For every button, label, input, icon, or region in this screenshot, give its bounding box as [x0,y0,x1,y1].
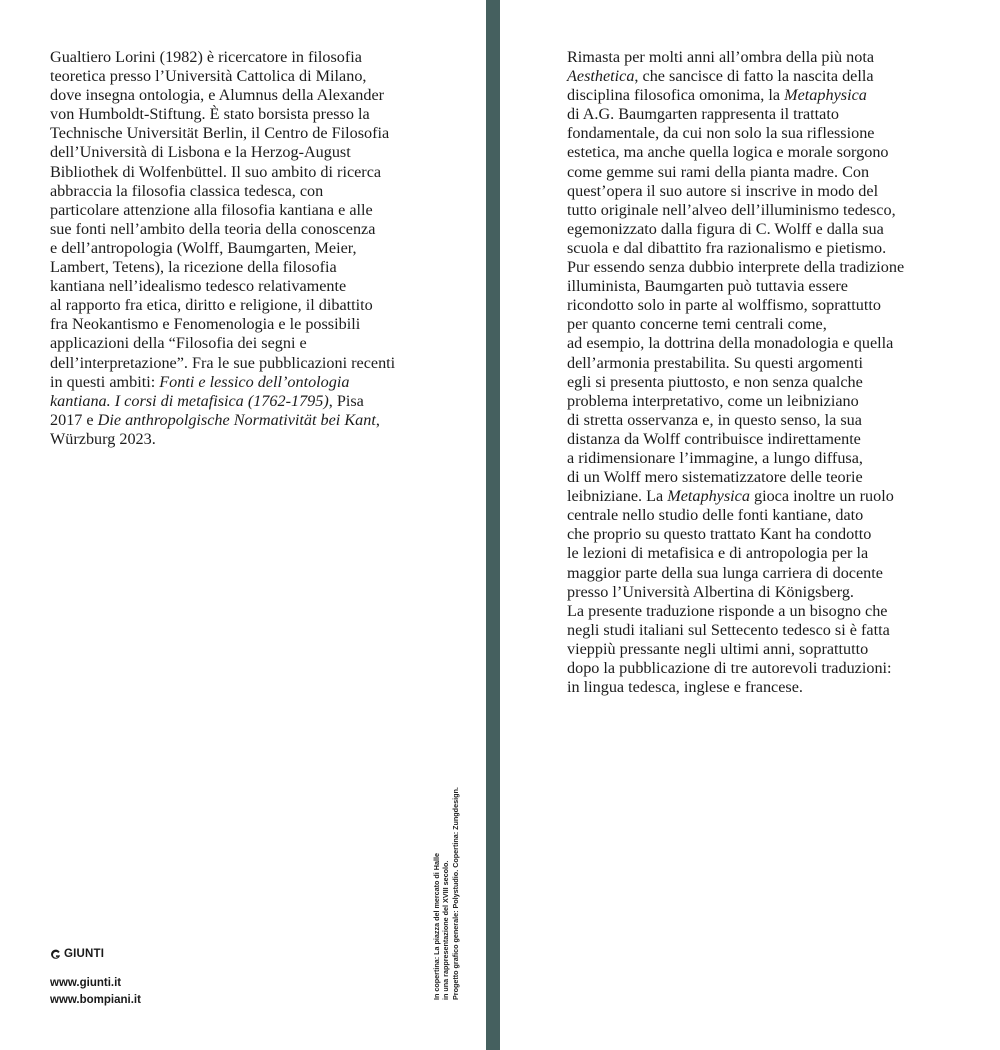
text-line [567,602,987,621]
text-line [567,220,987,239]
credits-line: Progetto grafico generale: Polystudio. Copertina: Zungdesign. [450,787,460,1000]
text-line [567,296,987,315]
text-line [50,373,430,392]
text-line [567,258,987,277]
text-line [50,334,430,353]
giunti-g-icon [50,949,61,960]
cover-credits [432,787,460,1000]
text-run: quest’opera il suo autore si inscrive in modo del [567,181,879,200]
text-line [567,449,987,468]
text-run: vieppiù pressante negli ultimi anni, soprattutto [567,639,869,658]
text-line [567,525,987,544]
book-spine [486,0,500,1050]
text-run: leibniziane. La [567,487,668,506]
text-run: di A.G. Baumgarten rappresenta il trattato [567,105,839,124]
text-line [567,315,987,334]
text-run: Rimasta per molti anni all’ombra della più nota [567,48,875,66]
text-run: Gualtiero Lorini (1982) è ricercatore in filosofia [50,48,362,66]
text-run: , [375,410,380,429]
text-line [567,334,987,353]
text-run: negli studi italiani sul Settecento tedesco si è fatta [567,620,890,639]
giunti-website-link[interactable]: www.giunti.it [50,977,122,989]
text-run: Würzburg 2023. [50,429,156,448]
text-run: problema interpretativo, come un leibniziano [567,391,859,410]
italic-title-text: Aesthetica [567,67,635,86]
text-run: abbraccia la filosofia classica tedesca, con [50,181,324,200]
text-line [50,392,430,411]
text-line [50,124,430,143]
credits-line: in una rappresentazione del XVIII secolo. [441,860,451,1000]
text-run: dell’Università di Lisbona e la Herzog-August [50,143,351,162]
text-line [567,67,987,86]
text-line [567,411,987,430]
text-run: maggior parte della sua lunga carriera di docente [567,563,883,582]
text-run: di un Wolff mero sistematizzatore delle teorie [567,468,863,487]
text-run: disciplina filosofica omonima, la [567,86,785,105]
text-line [50,277,430,296]
text-run: , che sancisce di fatto la nascita della [634,67,874,86]
back-cover-left-page [0,0,486,1050]
text-run: al rapporto fra etica, diritto e religione, il dibattito [50,296,373,315]
text-run: applicazioni della “Filosofia dei segni e [50,334,307,353]
text-run: fondamentale, da cui non solo la sua riflessione [567,124,875,143]
text-run: illuminista, Baumgarten può tuttavia essere [567,277,848,296]
text-run: von Humboldt-Stiftung. È stato borsista presso la [50,105,370,124]
text-run: La presente traduzione risponde a un bisogno che [567,601,888,620]
text-line [567,430,987,449]
publisher-links [50,975,141,1009]
italic-title-text: Fonti e lessico dell’ontologia [159,372,350,391]
text-run: Technische Universität Berlin, il Centro de Filosofia [50,124,390,143]
text-run: dove insegna ontologia, e Alumnus della Alexander [50,86,385,105]
back-cover-right-page [500,0,1000,1050]
text-line [567,182,987,201]
text-run: che proprio su questo trattato Kant ha condotto [567,525,872,544]
text-run: in questi ambiti: [50,372,160,391]
text-line [567,392,987,411]
italic-title-text: Metaphysica [667,487,750,506]
text-run: Lambert, Tetens), la ricezione della filosofia [50,258,337,277]
text-run: presso l’Università Albertina di Königsberg. [567,582,854,601]
text-line [567,640,987,659]
text-run: egli si presenta piuttosto, e non senza qualche [567,372,863,391]
text-run: di stretta osservanza e, in questo senso, la sua [567,410,862,429]
text-line [50,411,430,430]
text-run: le lezioni di metafisica e di antropologia per la [567,544,869,563]
text-line [567,659,987,678]
text-line [567,583,987,602]
text-run: dopo la pubblicazione di tre autorevoli traduzioni: [567,659,892,677]
text-run: estetica, ma anche quella logica e morale sorgono [567,143,889,162]
text-line [50,86,430,105]
text-run: Pur essendo senza dubbio interprete della tradizione [567,258,905,277]
text-line [567,354,987,373]
text-run: Bibliothek di Wolfenbüttel. Il suo ambito di ricerca [50,162,382,181]
text-line [567,544,987,563]
text-run: teoretica presso l’Università Cattolica di Milano, [50,67,367,86]
text-line [567,163,987,182]
text-line [567,86,987,105]
text-run: ricondotto solo in parte al wolffismo, soprattutto [567,296,881,315]
text-line [567,105,987,124]
text-run: particolare attenzione alla filosofia kantiana e alle [50,200,373,219]
text-run: fra Neokantismo e Fenomenologia e le possibili [50,315,361,334]
text-run: tutto originale nell’alveo dell’illuminismo tedesco, [567,200,896,219]
text-line [567,487,987,506]
text-line [567,621,987,640]
italic-title-text: Metaphysica [784,86,867,105]
text-run: kantiana nell’idealismo tedesco relativamente [50,277,347,296]
text-run: a ridimensionare l’immagine, a lungo diffusa, [567,448,863,467]
text-line [50,201,430,220]
text-line [50,67,430,86]
text-line [50,239,430,258]
text-line [567,506,987,525]
text-line [50,430,430,449]
text-line [50,182,430,201]
text-run: come gemme sui rami della pianta madre. Con [567,162,870,181]
text-line [50,258,430,277]
text-line [567,277,987,296]
text-run: distanza da Wolff contribuisce indirettamente [567,429,861,448]
text-line [50,354,430,373]
text-run: per quanto concerne temi centrali come, [567,315,827,334]
text-line [567,678,987,697]
text-run: egemonizzato dalla figura di C. Wolff e dalla sua [567,219,884,238]
book-description [567,48,987,697]
text-line [50,220,430,239]
italic-title-text: Die anthropolgische Normativität bei Kant [97,410,376,429]
text-run: scuola e dal dibattito fra razionalismo e pietismo. [567,238,887,257]
text-line [567,239,987,258]
text-run: in lingua tedesca, inglese e francese. [567,678,803,697]
text-run: dell’armonia prestabilita. Su questi argomenti [567,353,863,372]
text-run: dell’interpretazione”. Fra le sue pubblicazioni recenti [50,353,396,372]
credits-line: In copertina: La piazza del mercato di Halle [432,853,441,1000]
publisher-logo-text: GIUNTI [64,948,105,960]
text-run: e dell’antropologia (Wolff, Baumgarten, Meier, [50,238,357,257]
text-line [50,105,430,124]
text-line [567,201,987,220]
text-line [50,315,430,334]
text-line [567,124,987,143]
text-line [567,468,987,487]
text-line [50,163,430,182]
text-line [567,48,987,67]
text-run: sue fonti nell’ambito della teoria della conoscenza [50,219,376,238]
text-line [50,143,430,162]
publisher-logo [50,948,104,960]
author-biography [50,48,430,449]
text-run: , Pisa [328,391,364,410]
text-run: gioca inoltre un ruolo [749,487,894,506]
text-run: 2017 e [50,410,98,429]
text-run: ad esempio, la dottrina della monadologia e quella [567,334,894,353]
bompiani-website-link[interactable]: www.bompiani.it [50,994,141,1006]
text-line [567,373,987,392]
italic-title-text: kantiana. I corsi di metafisica (1762-1795) [50,391,329,410]
text-run: centrale nello studio delle fonti kantiane, dato [567,506,864,525]
text-line [50,48,430,67]
text-line [567,564,987,583]
text-line [50,296,430,315]
text-line [567,143,987,162]
